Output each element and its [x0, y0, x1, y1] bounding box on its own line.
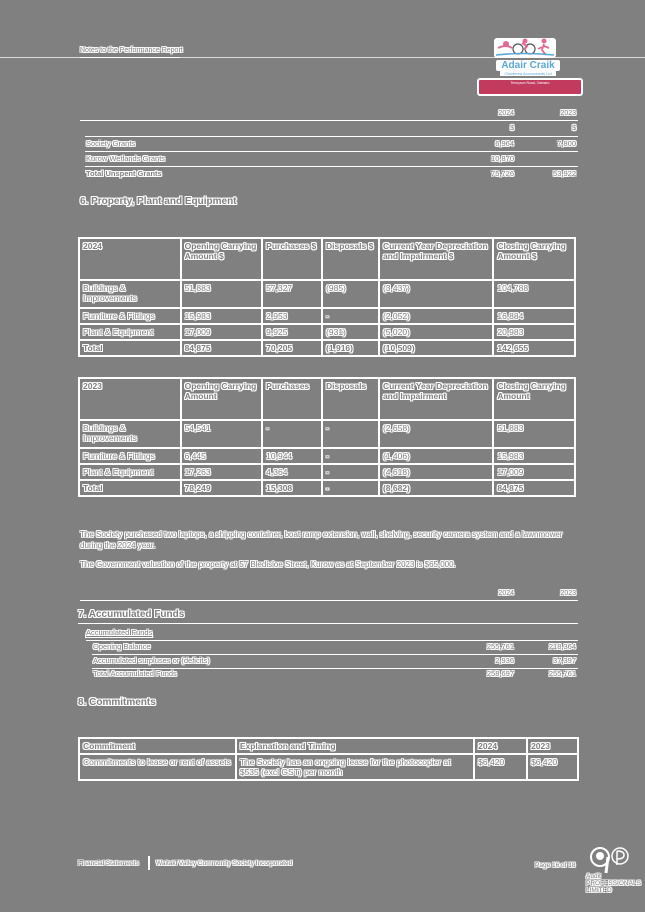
ppe24-header: Closing Carrying Amount $ [494, 239, 574, 279]
cell: (4,618) [380, 465, 492, 479]
cell: Plant & Equipment [80, 465, 180, 479]
cell: 15,983 [182, 309, 262, 323]
af-col-2024: 2024 [498, 590, 514, 597]
commitments-header: 2023 [528, 739, 577, 753]
cell: 54,541 [182, 421, 262, 447]
cell: 17,009 [182, 325, 262, 339]
ppe23-header: Current Year Depreciation and Impairment [380, 379, 492, 419]
cell: Total [80, 481, 180, 495]
af-row-2023: 37,397 [553, 656, 576, 665]
af-row-2024: 2,936 [495, 656, 514, 665]
cell: 70,205 [263, 341, 321, 355]
grants-top-rule [80, 120, 578, 121]
af-row-2024: 255,761 [486, 642, 514, 651]
cell: Total [80, 341, 180, 355]
cell: $6,420 [475, 755, 526, 779]
cell: - [323, 449, 378, 463]
grant-row-2024: 6,964 [495, 139, 514, 148]
cell: (2,658) [380, 421, 492, 447]
auditor-line2: PROFESSIONALS [586, 880, 641, 887]
cell: 84,875 [494, 481, 574, 495]
cell: 84,875 [182, 341, 262, 355]
section-heading-commitments: 8. Commitments [78, 697, 156, 708]
af-row-label: Opening Balance [93, 642, 151, 651]
cell: - [323, 309, 378, 323]
grants-unit-2023: $ [572, 125, 576, 132]
ap-monogram-icon [586, 845, 642, 875]
auditor-logo [582, 845, 641, 900]
cell: (8,682) [380, 481, 492, 495]
cell: 15,983 [494, 449, 574, 463]
cell: Plant & Equipment [80, 325, 180, 339]
cell: 17,263 [182, 465, 262, 479]
cell: (1,406) [380, 449, 492, 463]
cell: - [263, 421, 321, 447]
af-sub-rule [86, 640, 578, 641]
cell: 4,364 [263, 465, 321, 479]
footer-separator [148, 856, 150, 870]
footer-organisation: Waitaki Valley Community Society Incorporated [156, 860, 293, 867]
cell: 2,953 [263, 309, 321, 323]
cell: 6,445 [182, 449, 262, 463]
cell: 15,308 [263, 481, 321, 495]
cell: 57,327 [263, 281, 321, 307]
commitments-header: 2024 [475, 739, 526, 753]
commitments-header: Explanation and Timing [237, 739, 473, 753]
cell: 51,883 [182, 281, 262, 307]
multisport-figures-icon [494, 38, 556, 58]
table-total-row [80, 341, 574, 355]
af-top-rule [80, 600, 578, 601]
af-col-2023: 2023 [560, 590, 576, 597]
cell: Furniture & Fittings [80, 449, 180, 463]
cell: - [323, 465, 378, 479]
table-row [80, 449, 574, 463]
af-subheading: Accumulated Funds [86, 628, 153, 637]
cell: (10,509) [380, 341, 492, 355]
af-row-rule [92, 654, 578, 655]
cell: - [323, 481, 378, 495]
logo-subtitle: Chartered Accountants Ltd [500, 71, 556, 76]
ppe-table-2023 [78, 377, 576, 497]
cell: (2,052) [380, 309, 492, 323]
footer-section: Financial Statements [78, 860, 139, 867]
ppe23-header: Closing Carrying Amount [494, 379, 574, 419]
grants-col-2023: 2023 [560, 110, 576, 117]
af-total-2024: 258,697 [486, 669, 514, 678]
cell: 9,925 [263, 325, 321, 339]
ppe-purchases-note: The Society purchased two laptops, a shipping container, boat ramp extension, wall, shelving, security camera system and a lawnmower during the 2024 year. [80, 530, 563, 550]
logo-name: Adair Craik [496, 60, 560, 71]
cell: 16,884 [494, 309, 574, 323]
table-row [80, 755, 577, 779]
cell: 78,249 [182, 481, 262, 495]
cell: Buildings & Improvements [80, 421, 180, 447]
grants-col-2024: 2024 [498, 110, 514, 117]
auditor-line3: LIMITED [586, 887, 612, 894]
grants-header-rule [85, 136, 578, 137]
auditor-line1: Audit [586, 873, 601, 880]
cell: (985) [323, 281, 378, 307]
cell: (931) [323, 325, 378, 339]
cell: Commitments to lease or rent of assets [80, 755, 235, 779]
grants-row-rule [85, 166, 578, 167]
af-row-label: Accumulated surpluses or (deficits) [93, 656, 210, 665]
logo-contact-band: Tennyson Road, Oamaru [477, 78, 583, 96]
cell: Buildings & Improvements [80, 281, 180, 307]
ppe24-header: Purchases $ [263, 239, 321, 279]
section-heading-accumulated-funds: 7. Accumulated Funds [78, 609, 185, 620]
grant-row-2023: 7,800 [557, 139, 576, 148]
ppe24-header: Disposals $ [323, 239, 378, 279]
grants-row-rule [85, 151, 578, 152]
grant-row-2024: 10,870 [491, 154, 514, 163]
table-row [80, 421, 574, 447]
ppe24-header: 2024 [80, 239, 180, 279]
af-row-2023: 218,364 [548, 642, 576, 651]
ppe-valuation-note: The Government valuation of the property at 57 Bledisloe Street, Kurow as at September 2023 is $65,000. [80, 560, 456, 569]
af-total-2023: 255,761 [548, 669, 576, 678]
cell: $6,420 [528, 755, 577, 779]
ppe23-header: Purchases [263, 379, 321, 419]
table-row [80, 325, 574, 339]
cell: - [323, 421, 378, 447]
ppe24-header: Current Year Depreciation and Impairment $ [380, 239, 492, 279]
cell: 104,788 [494, 281, 574, 307]
af-heading-rule [78, 623, 578, 624]
cell: (3,437) [380, 281, 492, 307]
cell: 10,944 [263, 449, 321, 463]
grant-row-label: Society Grants [86, 139, 136, 148]
table-total-row [80, 481, 574, 495]
ppe-table-2024 [78, 237, 576, 357]
cell: 17,009 [494, 465, 574, 479]
page-number: Page 16 of 18 [535, 862, 576, 869]
cell: Furniture & Fittings [80, 309, 180, 323]
cell: (1,916) [323, 341, 378, 355]
accountant-logo [476, 38, 580, 96]
grant-row-label: Kurow Wetlands Grants [86, 154, 166, 163]
table-row [80, 309, 574, 323]
section-heading-ppe: 6. Property, Plant and Equipment [80, 196, 237, 207]
grant-total-2024: 75,726 [491, 169, 514, 178]
grant-total-2023: 53,922 [553, 169, 576, 178]
cell: (5,020) [380, 325, 492, 339]
ppe23-header: Opening Carrying Amount [182, 379, 262, 419]
cell: 142,655 [494, 341, 574, 355]
grants-unit-2024: $ [510, 125, 514, 132]
commitments-table [78, 737, 579, 781]
cell: 20,983 [494, 325, 574, 339]
commitments-header: Commitment [80, 739, 235, 753]
ppe23-header: Disposals [323, 379, 378, 419]
cell: 51,883 [494, 421, 574, 447]
grant-total-label: Total Unspent Grants [86, 169, 162, 178]
table-row [80, 281, 574, 307]
ppe23-header: 2023 [80, 379, 180, 419]
table-row [80, 465, 574, 479]
ppe24-header: Opening Carrying Amount $ [182, 239, 262, 279]
page-header-title: Notes to the Performance Report [80, 47, 183, 54]
cell: The Society has an ongoing lease for the photocopier at $535 (excl GST) per month [237, 755, 473, 779]
af-total-label: Total Accumulated Funds [93, 669, 177, 678]
